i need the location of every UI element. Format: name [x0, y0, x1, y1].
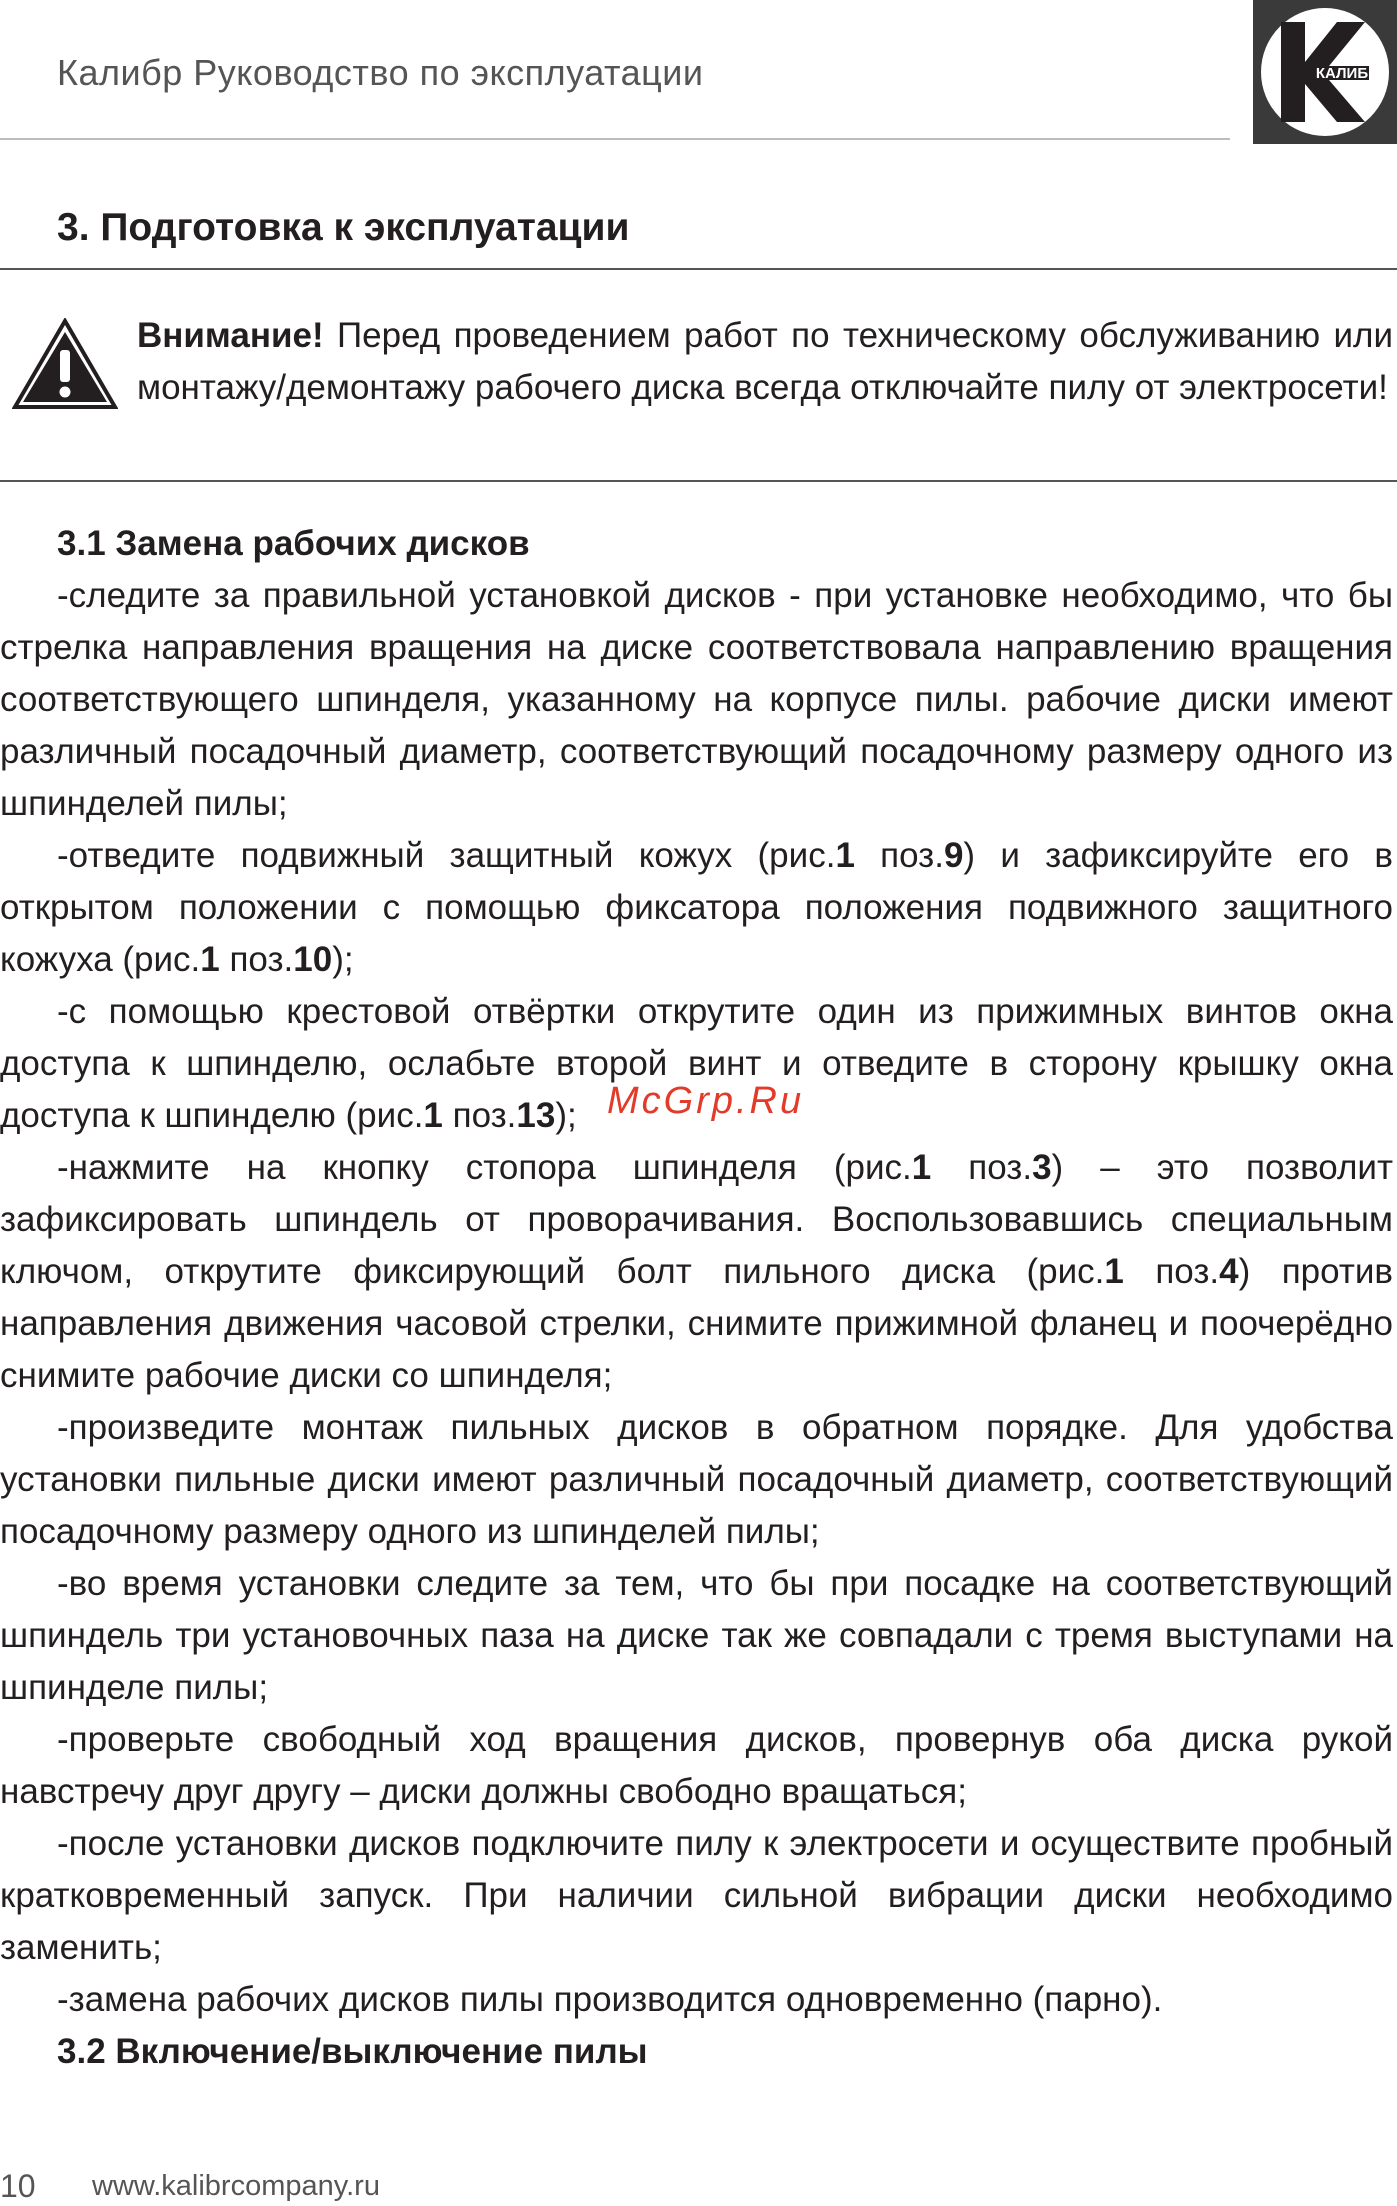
instructions-body [0, 518, 1393, 2078]
section-divider [0, 268, 1397, 270]
warning-label: Внимание! [137, 316, 324, 355]
warning-divider [0, 480, 1397, 482]
paragraph-grooves: -во время установки следите за тем, что бы при посадке на соответствующий шпиндель три установочных паза на диске так же совпадали с тремя выступами на шпинделе пилы; [0, 1564, 1393, 1707]
header-divider [0, 138, 1230, 140]
page-number: 10 [0, 2168, 36, 2204]
warning-triangle-icon [12, 318, 118, 410]
paragraph-access-window: -с помощью крестовой отвёртки открутите один из прижимных винтов окна доступа к шпинделю, ослабьте второй винт и отведите в сторону крышку окна доступа к шпинделю (рис.1 поз.13); [0, 992, 1393, 1135]
paragraph-pair-replacement: -замена рабочих дисков пилы производится одновременно (парно). [57, 1980, 1163, 2019]
paragraph-mounting: -произведите монтаж пильных дисков в обратном порядке. Для удобства установки пильные диски имеют различный посадочный диаметр, соответствующий посадочному размеру одного из шпинделей пилы; [0, 1408, 1393, 1551]
paragraph-free-rotation: -проверьте свободный ход вращения дисков, провернув оба диска рукой навстречу друг другу – диски должны свободно вращаться; [0, 1720, 1393, 1811]
paragraph-guard: -отведите подвижный защитный кожух (рис.1 поз.9) и зафиксируйте его в открытом положении с помощью фиксатора положения подвижного защитного кожуха (рис.1 поз.10); [0, 836, 1393, 979]
paragraph-disk-direction: -следите за правильной установкой дисков - при установке необходимо, что бы стрелка направления вращения на диске соответствовала направлению вращения соответствующего шпинделя, указанному на корпусе пилы. рабочие диски имеют различный посадочный диаметр, соответствующий посадочному размеру одного из шпинделей пилы; [0, 576, 1393, 823]
kalibr-logo [1253, 0, 1397, 144]
paragraph-spindle-lock: -нажмите на кнопку стопора шпинделя (рис.1 поз.3) – это позволит зафиксировать шпиндель от проворачивания. Воспользовавшись специальным ключом, открутите фиксирующий болт пильного диска (рис.1 поз.4) против направления движения часовой стрелки, снимите прижимной фланец и поочерёдно снимите рабочие диски со шпинделя; [0, 1148, 1393, 1395]
watermark: McGrp.Ru [607, 1080, 805, 1122]
logo-text: КАЛИБР [1315, 65, 1379, 82]
warning-message: Перед проведением работ по техническому обслуживанию или монтажу/демонтажу рабочего диска всегда отключайте пилу от электросети! [137, 316, 1393, 407]
subsection-title-3-1: 3.1 Замена рабочих дисков [57, 524, 530, 563]
footer-url[interactable]: www.kalibrcompany.ru [92, 2170, 380, 2202]
warning-text [137, 310, 1393, 414]
paragraph-test-run: -после установки дисков подключите пилу к электросети и осуществите пробный кратковременный запуск. При наличии сильной вибрации диски необходимо заменить; [0, 1824, 1393, 1967]
section-title: 3. Подготовка к эксплуатации [57, 206, 630, 249]
header-title: Калибр Руководство по эксплуатации [57, 52, 704, 93]
subsection-title-3-2: 3.2 Включение/выключение пилы [57, 2032, 648, 2071]
